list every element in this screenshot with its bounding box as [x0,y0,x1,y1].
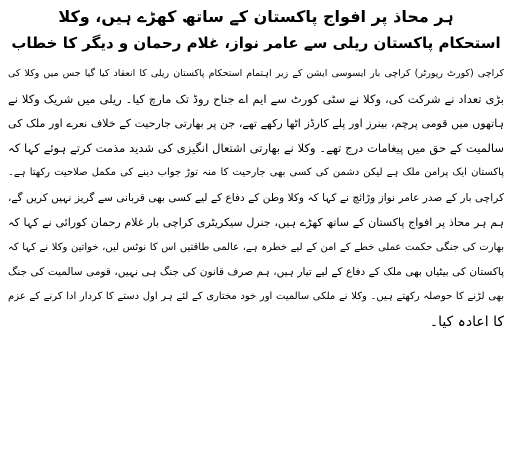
body-line: ہم ہر محاذ پر افواج پاکستان کے ساتھ کھڑے ہیں، جنرل سیکریٹری کراچی بار غلام رحمان کورائی نے کہا کہ [8,215,504,229]
body-line: کراچی بار کے صدر عامر نواز وڑائچ نے کہا کہ وکلا وطن کے دفاع کے لیے کسی بھی قربانی سے گریز نہیں کریں گے، [8,191,504,204]
subheadline: استحکام پاکستان ریلی سے عامر نواز، غلام رحمان و دیگر کا خطاب [11,34,501,52]
body-line: بڑی تعداد نے شرکت کی، وکلا نے سٹی کورٹ سے ایم اے جناح روڈ تک مارچ کیا۔ ریلی میں شریک وکلا نے [8,91,504,106]
headline: ہر محاذ پر افواج پاکستان کے ساتھ کھڑے ہیں، وکلا [58,7,454,26]
body-line: سالمیت کے حق میں پیغامات درج تھے۔ وکلا نے بھارتی اشتعال انگیزی کی شدید مذمت کرتے ہوئے کہا کہ [8,141,504,156]
article-body [8,62,504,335]
body-line-last: کا اعادہ کیا۔ [429,313,504,330]
body-line: ہاتھوں میں قومی پرچم، بینرز اور پلے کارڈز اٹھا رکھے تھے، جن پر بھارتی جارحیت کے خلاف نعرے اور ملک کی [8,116,504,130]
body-line: بھی لڑنے کا حوصلہ رکھتے ہیں۔ وکلا نے ملکی سالمیت اور خود مختاری کے لئے ہر اول دستے کا کردار ادا کرنے کے عزم [8,291,504,303]
body-line: پاکستان ایک پرامن ملک ہے لیکن دشمن کی کسی بھی جارحیت کا منہ توڑ جواب دینے کی مکمل صلاحیت رکھتا ہے۔ [8,167,504,179]
body-line: کراچی (کورٹ رپورٹر) کراچی بار ایسوسی ایشن کے زیر اہتمام استحکام پاکستان ریلی کا انعقاد کیا گیا جس میں وکلا کی [8,68,504,79]
body-line: پاکستان کی بیٹیاں بھی ملک کے دفاع کے لیے تیار ہیں، ہم صرف قانون کی جنگ ہی نہیں، قومی سالمیت کی جنگ [8,266,504,279]
body-line: بھارت کی جنگی حکمت عملی خطے کے امن کے لیے خطرہ ہے، عالمی طاقتیں اس کا نوٹس لیں، خواتین وکلا نے کہا کہ [8,241,504,253]
